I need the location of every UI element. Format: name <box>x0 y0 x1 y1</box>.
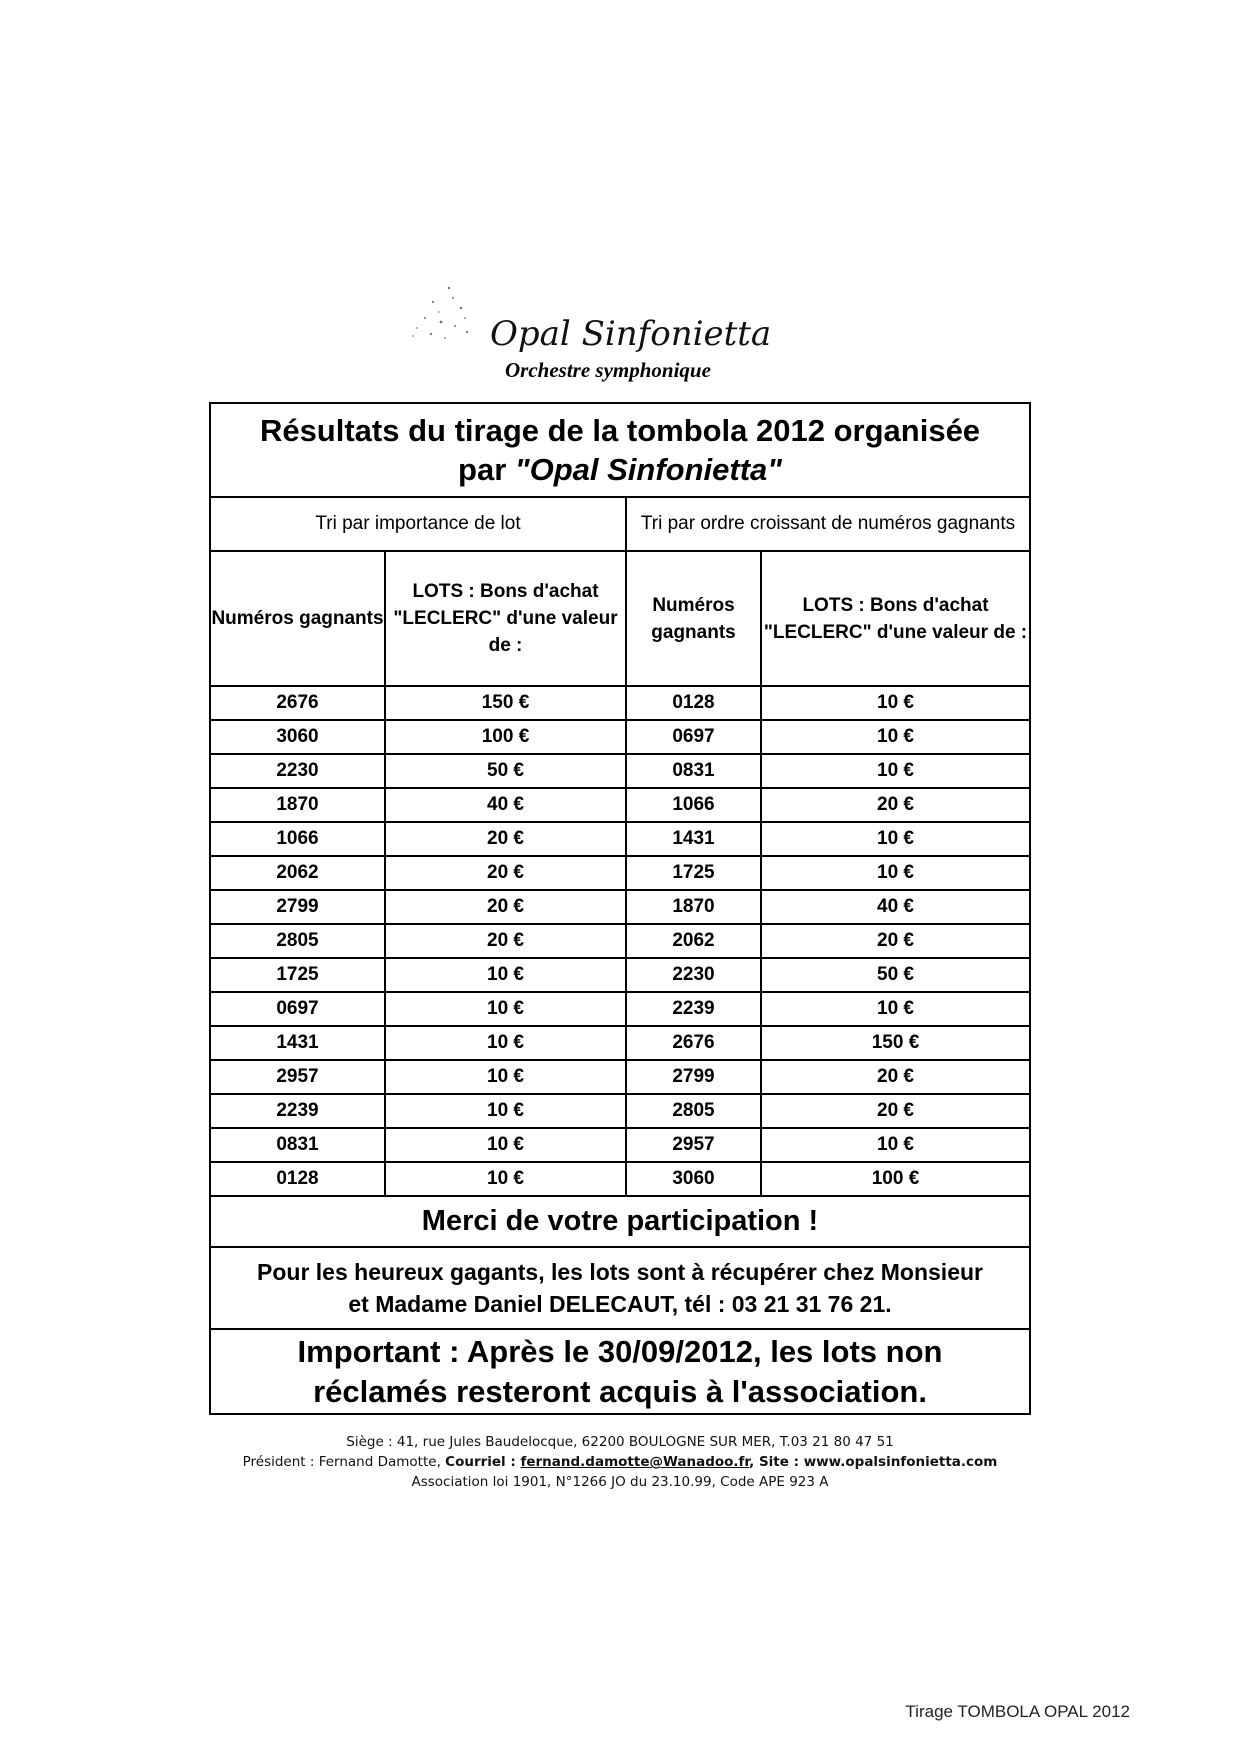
left-number-cell: 2230 <box>210 754 385 788</box>
left-number-cell: 1066 <box>210 822 385 856</box>
right-lot-cell: 40 € <box>761 890 1030 924</box>
right-number-cell: 2805 <box>626 1094 761 1128</box>
left-number-cell: 3060 <box>210 720 385 754</box>
table-row <box>210 890 1030 924</box>
table-row <box>210 1026 1030 1060</box>
right-number-cell: 2957 <box>626 1128 761 1162</box>
logo-subtitle: Orchestre symphonique <box>505 358 711 382</box>
right-number-cell: 1066 <box>626 788 761 822</box>
left-number-cell: 1725 <box>210 958 385 992</box>
pickup-info <box>210 1247 1030 1329</box>
footer-email-link[interactable]: fernand.damotte@Wanadoo.fr <box>520 1454 750 1470</box>
table-row <box>210 720 1030 754</box>
left-number-cell: 2062 <box>210 856 385 890</box>
left-number-cell: 2239 <box>210 1094 385 1128</box>
left-lot-cell: 10 € <box>385 992 626 1026</box>
important-line2: réclamés resteront acquis à l'association. <box>313 1373 927 1409</box>
right-lot-cell: 50 € <box>761 958 1030 992</box>
right-lot-cell: 20 € <box>761 1060 1030 1094</box>
left-lot-cell: 20 € <box>385 890 626 924</box>
left-lot-cell: 10 € <box>385 958 626 992</box>
sparkle-icon <box>405 278 485 358</box>
footer-contact <box>200 1452 1040 1472</box>
table-row <box>210 686 1030 720</box>
right-number-cell: 2062 <box>626 924 761 958</box>
left-lot-cell: 10 € <box>385 1094 626 1128</box>
table-row <box>210 1060 1030 1094</box>
table-row <box>210 856 1030 890</box>
right-number-cell: 0128 <box>626 686 761 720</box>
title-org-name: "Opal Sinfonietta" <box>514 452 782 487</box>
right-number-cell: 0697 <box>626 720 761 754</box>
right-lot-cell: 20 € <box>761 924 1030 958</box>
left-number-cell: 0831 <box>210 1128 385 1162</box>
table-row <box>210 958 1030 992</box>
left-lot-cell: 40 € <box>385 788 626 822</box>
right-lot-cell: 10 € <box>761 754 1030 788</box>
logo <box>405 278 785 388</box>
table-row <box>210 1162 1030 1196</box>
table-row <box>210 1128 1030 1162</box>
right-lot-cell: 100 € <box>761 1162 1030 1196</box>
footer-address: Siège : 41, rue Jules Baudelocque, 62200 BOULOGNE SUR MER, T.03 21 80 47 51 <box>346 1434 894 1450</box>
col-lots-right: LOTS : Bons d'achat "LECLERC" d'une valeur de : <box>761 551 1030 686</box>
right-number-cell: 2799 <box>626 1060 761 1094</box>
table-row <box>210 992 1030 1026</box>
table-row <box>210 924 1030 958</box>
right-lot-cell: 10 € <box>761 856 1030 890</box>
table-title <box>210 403 1030 497</box>
logo-name: Opal Sinfonietta <box>490 314 772 354</box>
left-number-cell: 1870 <box>210 788 385 822</box>
col-numbers-left: Numéros gagnants <box>210 551 385 686</box>
left-number-cell: 0697 <box>210 992 385 1026</box>
table-row <box>210 822 1030 856</box>
association-footer <box>200 1432 1040 1492</box>
left-lot-cell: 150 € <box>385 686 626 720</box>
table-row <box>210 754 1030 788</box>
footer-mail-label: Courriel : <box>445 1454 521 1470</box>
table-row <box>210 788 1030 822</box>
footer-site-label: , Site : <box>749 1454 804 1470</box>
footer-site-link[interactable]: www.opalsinfonietta.com <box>803 1454 998 1470</box>
pickup-line1: Pour les heureux gagants, les lots sont à récupérer chez Monsieur <box>257 1259 983 1285</box>
table-row <box>210 1094 1030 1128</box>
left-lot-cell: 50 € <box>385 754 626 788</box>
right-lot-cell: 150 € <box>761 1026 1030 1060</box>
col-numbers-right: Numéros gagnants <box>626 551 761 686</box>
title-line2-prefix: par <box>458 452 515 487</box>
col-lots-left: LOTS : Bons d'achat "LECLERC" d'une valeur de : <box>385 551 626 686</box>
thanks-message: Merci de votre participation ! <box>210 1196 1030 1247</box>
right-number-cell: 0831 <box>626 754 761 788</box>
right-lot-cell: 20 € <box>761 1094 1030 1128</box>
left-lot-cell: 10 € <box>385 1162 626 1196</box>
left-lot-cell: 20 € <box>385 856 626 890</box>
left-number-cell: 0128 <box>210 1162 385 1196</box>
right-number-cell: 2239 <box>626 992 761 1026</box>
left-lot-cell: 100 € <box>385 720 626 754</box>
left-number-cell: 2799 <box>210 890 385 924</box>
right-number-cell: 1870 <box>626 890 761 924</box>
right-number-cell: 3060 <box>626 1162 761 1196</box>
results-table <box>209 402 1031 1415</box>
pickup-line2: et Madame Daniel DELECAUT, tél : 03 21 31 76 21. <box>348 1291 892 1317</box>
right-lot-cell: 20 € <box>761 788 1030 822</box>
right-lot-cell: 10 € <box>761 720 1030 754</box>
left-number-cell: 2957 <box>210 1060 385 1094</box>
right-number-cell: 2230 <box>626 958 761 992</box>
important-line1: Important : Après le 30/09/2012, les lots non <box>297 1333 943 1369</box>
left-number-cell: 2805 <box>210 924 385 958</box>
important-notice <box>210 1329 1030 1414</box>
page-footer: Tirage TOMBOLA OPAL 2012 <box>905 1702 1130 1721</box>
left-number-cell: 1431 <box>210 1026 385 1060</box>
right-number-cell: 1725 <box>626 856 761 890</box>
left-lot-cell: 20 € <box>385 822 626 856</box>
footer-registration: Association loi 1901, N°1266 JO du 23.10.99, Code APE 923 A <box>411 1474 829 1490</box>
right-lot-cell: 10 € <box>761 992 1030 1026</box>
left-lot-cell: 10 € <box>385 1026 626 1060</box>
right-lot-cell: 10 € <box>761 1128 1030 1162</box>
sort-by-lot-header: Tri par importance de lot <box>210 497 626 551</box>
left-lot-cell: 10 € <box>385 1060 626 1094</box>
footer-president: Président : Fernand Damotte, <box>242 1454 446 1470</box>
left-lot-cell: 10 € <box>385 1128 626 1162</box>
title-line1: Résultats du tirage de la tombola 2012 organisée <box>259 413 981 448</box>
right-lot-cell: 10 € <box>761 822 1030 856</box>
sort-by-number-header: Tri par ordre croissant de numéros gagnants <box>626 497 1030 551</box>
right-lot-cell: 10 € <box>761 686 1030 720</box>
right-number-cell: 2676 <box>626 1026 761 1060</box>
right-number-cell: 1431 <box>626 822 761 856</box>
left-lot-cell: 20 € <box>385 924 626 958</box>
left-number-cell: 2676 <box>210 686 385 720</box>
